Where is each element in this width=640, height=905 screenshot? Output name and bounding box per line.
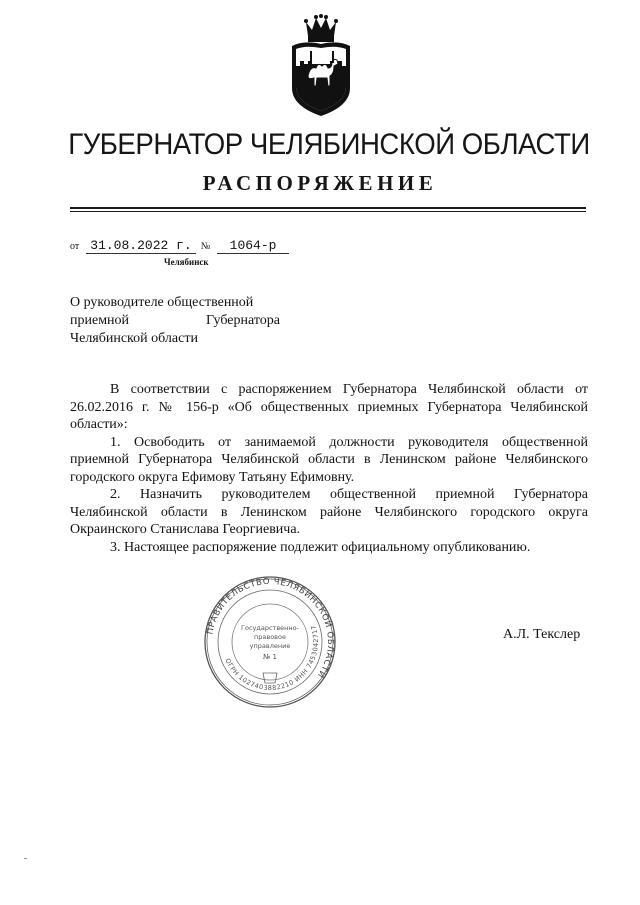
document-subject	[70, 294, 280, 348]
stamp-codes: ОГРН 1027403882210 ИНН 7453042717	[223, 623, 321, 693]
body-item-1: 1. Освободить от занимаемой должности руководителя общественной приемной Губернатора Челябинской области в Ленинском районе Челябинского городского округа Ефимову Татьяну Ефимовну.	[70, 434, 588, 485]
official-stamp	[203, 575, 337, 709]
document-body	[70, 381, 588, 556]
body-preamble: В соответствии с распоряжением Губернатора Челябинской области от 26.02.2016 г. № 156-р «Об общественных приемных Губернатора Челябинской области»:	[70, 382, 588, 432]
subject-line-2-right: Губернатора	[205, 313, 280, 328]
date-prefix: от	[70, 241, 80, 252]
subject-line-3: Челябинской области	[70, 331, 198, 346]
subject-line-1: О руководителе общественной	[70, 295, 254, 310]
stamp-inner-line-3: управление	[249, 642, 291, 650]
scan-mark	[24, 858, 27, 859]
signer-name: А.Л. Текслер	[503, 627, 581, 642]
subject-line-2-left: приемной	[70, 313, 130, 328]
header-divider-thin	[70, 211, 586, 212]
body-item-2: 2. Назначить руководителем общественной приемной Губернатора Челябинской области в Ленинском районе Челябинского городского округа Окраинского Станислава Георгиевича.	[70, 487, 588, 537]
number-prefix: №	[200, 241, 211, 252]
coat-of-arms-emblem	[286, 14, 356, 118]
stamp-inner-line-4: № 1	[263, 653, 277, 661]
document-number: 1064-р	[217, 239, 289, 254]
document-type-title: РАСПОРЯЖЕНИЕ	[202, 171, 438, 195]
stamp-outer-text: ПРАВИТЕЛЬСТВО ЧЕЛЯБИНСКОЙ ОБЛАСТИ	[205, 576, 336, 680]
registration-line	[70, 239, 289, 255]
issuer-title: ГУБЕРНАТОР ЧЕЛЯБИНСКОЙ ОБЛАСТИ	[68, 128, 590, 161]
body-item-3: 3. Настоящее распоряжение подлежит официальному опубликованию.	[110, 539, 531, 555]
header-divider-thick	[70, 207, 586, 209]
stamp-inner-line-2: правовое	[254, 633, 286, 641]
stamp-inner-line-1: Государственно-	[241, 624, 299, 632]
subject-line-2	[70, 312, 280, 330]
document-date: 31.08.2022 г.	[86, 239, 196, 254]
issue-city: Челябинск	[164, 257, 209, 267]
stamp-emblem-icon	[263, 673, 277, 683]
